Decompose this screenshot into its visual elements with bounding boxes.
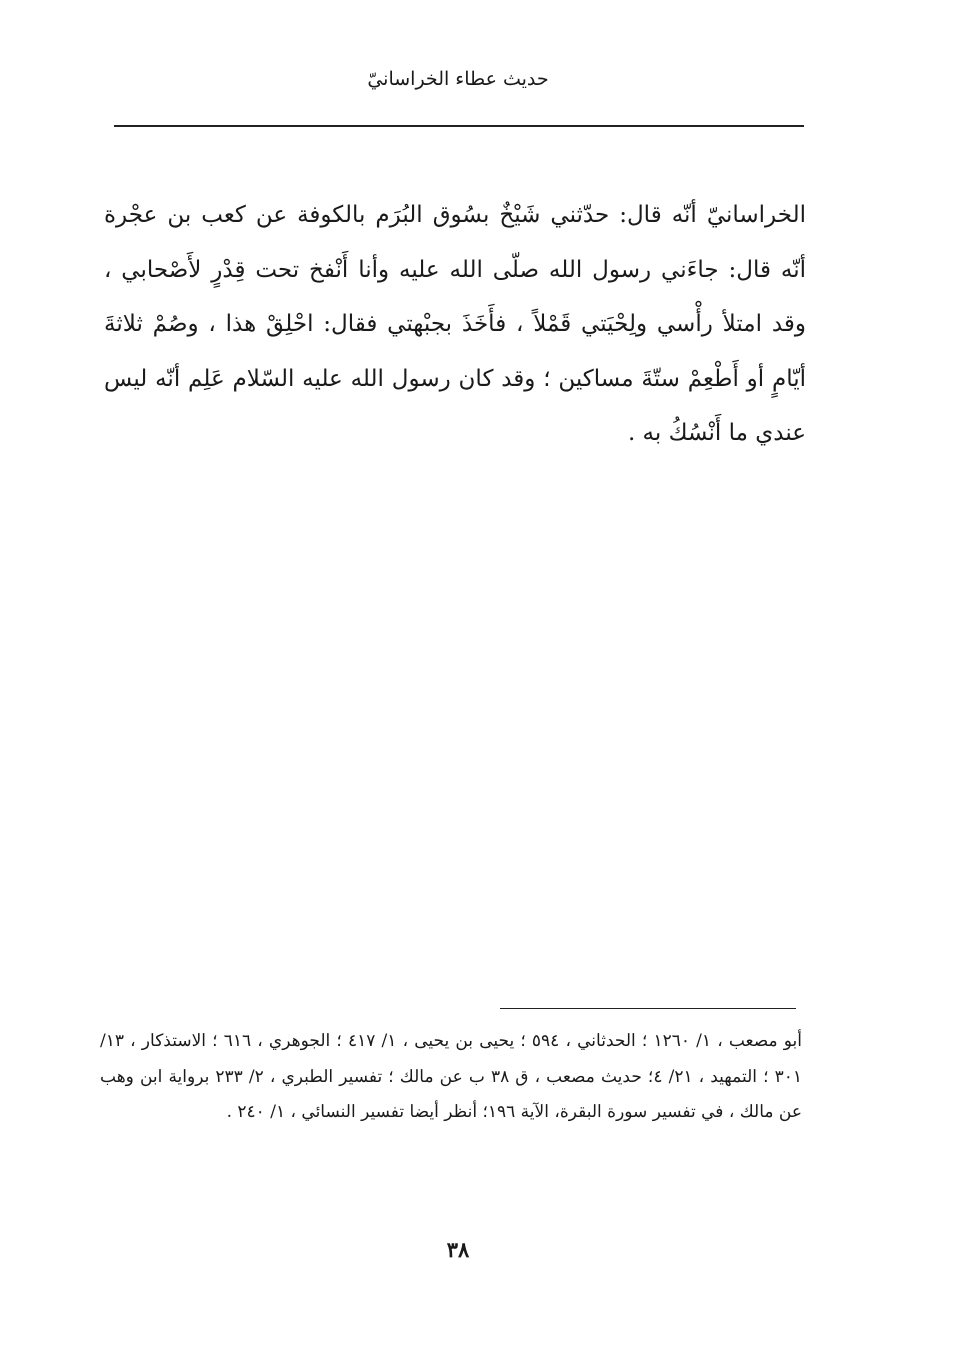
- body-paragraph: الخراسانيّ أنّه قال: حدّثني شَيْخٌ بسُوق البُرَم بالكوفة عن كعب بن عجْرة أنّه قال: جاءَني رسول الله صلّى الله عليه وأنا أَنْفخ تحت قِدْرٍ لأَصْحابي ، وقد امتلأ رأْسي ولِحْيَتي قَمْلاً ، فأَخَذَ بجبْهتي فقال: احْلِقْ هذا ، وصُمْ ثلاثةَ أيّامٍ أو أَطْعِمْ ستّةَ مساكين ؛ وقد كان رسول الله عليه السّلام عَلِم أنّه ليس عندي ما أَنْسُكُ به .: [104, 202, 806, 446]
- running-head: حديث عطاء الخراسانيّ: [367, 68, 549, 90]
- footnote-rule: [500, 1008, 796, 1009]
- page-number: ٣٨: [446, 1237, 470, 1262]
- main-text-block: [104, 188, 806, 461]
- header-rule: [114, 125, 804, 127]
- footnotes-block: [100, 1024, 802, 1131]
- footnote-paragraph: أبو مصعب ، ١/ ١٢٦٠ ؛ الحدثاني ، ٥٩٤ ؛ يحيى بن يحيى ، ١/ ٤١٧ ؛ الجوهري ، ٦١٦ ؛ الاستذكار ، ١٣/ ٣٠١ ؛ التمهيد ، ٢١/ ٤؛ حديث مصعب ، ق ٣٨ ب عن مالك ؛ تفسير الطبري ، ٢/ ٢٣٣ برواية ابن وهب عن مالك ، في تفسير سورة البقرة، الآية ١٩٦؛ أنظر أيضا تفسير النسائي ، ١/ ٢٤٠ .: [100, 1031, 802, 1122]
